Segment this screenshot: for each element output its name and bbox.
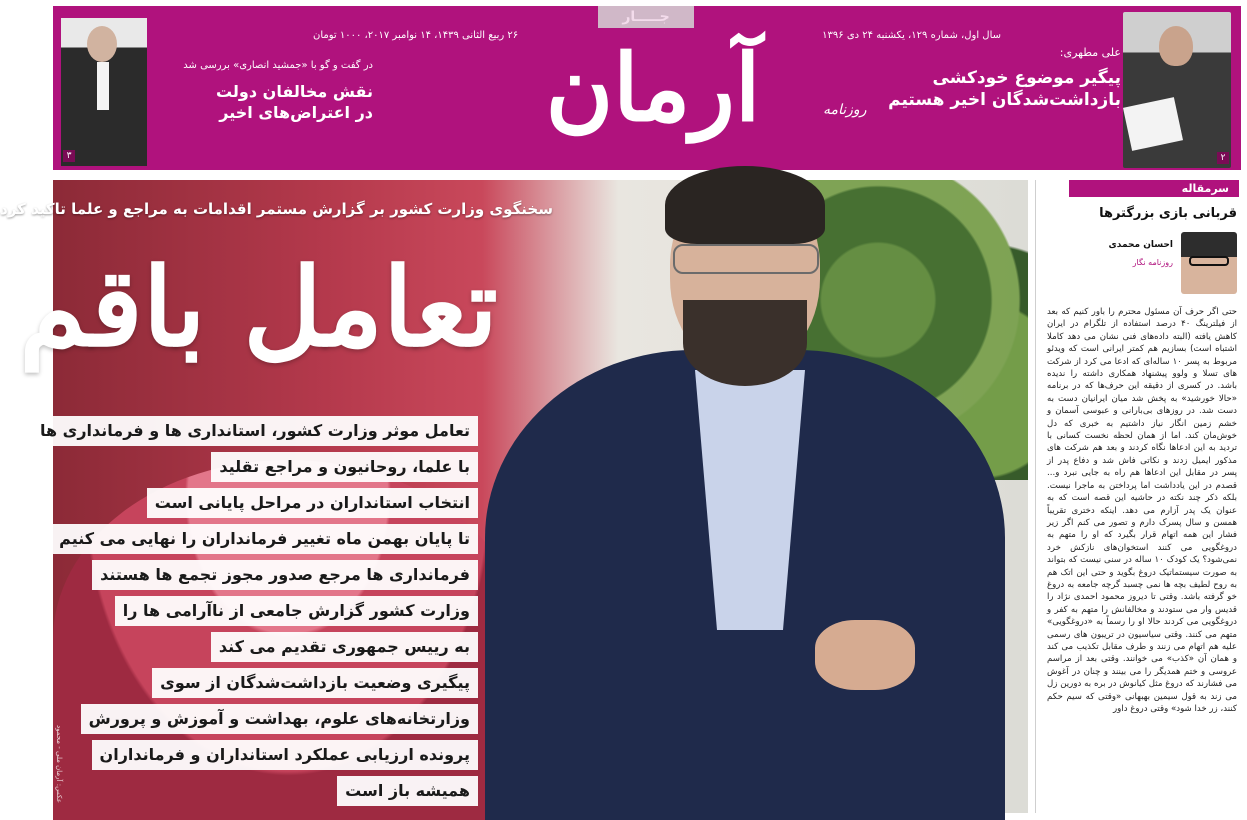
- teaser-left-intro: در گفت و گو با «جمشید انصاری» بررسی شد: [183, 60, 373, 71]
- teaser-right-photo[interactable]: [1123, 12, 1231, 168]
- lead-bullet: تعامل موثر وزارت کشور، استانداری ها و فرمانداری ها: [32, 416, 478, 446]
- editorial-title[interactable]: قربانی بازی بزرگترها: [1099, 206, 1237, 221]
- teaser-left-headline-1: نقش مخالفان دولت: [215, 82, 373, 101]
- shirt-shape: [97, 62, 109, 110]
- editorial-label: سرمقاله: [1069, 180, 1239, 197]
- face-shape: [1159, 26, 1193, 66]
- lead-bullet: وزارت کشور گزارش جامعی از ناآرامی ها را: [115, 596, 478, 626]
- lead-bullet: انتخاب استانداران در مراحل پایانی است: [147, 488, 478, 518]
- watermark: جـــــار: [598, 6, 694, 28]
- teaser-right-headline-1: پیگیر موضوع خودکشی: [932, 68, 1121, 88]
- masthead: [53, 6, 1241, 170]
- lead-bullet: به رییس جمهوری تقدیم می کند: [211, 632, 478, 662]
- lead-bullet: وزارتخانه‌های علوم، بهداشت و آموزش و پرورش: [81, 704, 478, 734]
- lead-bullet: پیگیری وضعیت بازداشت‌شدگان از سوی: [152, 668, 478, 698]
- editorial-body: حتی اگر حرف آن مسئول محترم را باور کنیم که بعد از فیلترینگ ۴۰ درصد استفاده از تلگرام در ایران کاهش یافته (البته داده‌های فنی نشان می دهد کاملا اشتباه است) بسازیم هم کمتر ایرانی است که ویدئو مربوط به پسر ۱۰ ساله‌ای که ادعا می کرد از شرکت های تسلا و ولوو پیشنهاد همکاری داشته را ندیده باشد. در کسری از دقیقه این حرف‌ها که در برنامه «حالا خورشید» به پخش شد میان ایرانیان دست به دست شد. در روزهای بی‌بارانی و عبوسی آسمان و خشم زمین انگار نیاز داشتیم به خبری که دل خوش‌مان کند. اما از همان لحظه نخست کسانی با تردید به این ادعاها نگاه کردند و بعد هم شرکت های مذکور ایمیل زدند و نکاتی فاش شد و دفاع پدر از پسر در مقابل این ادعاها هم راه به جایی نبرد و... قصدم در این یادداشت اما پرداختن به ماجرا نیست. بلکه ذکر چند نکته در حاشیه این قصه است که به عنوان یک پدر آزارم می دهد. اینکه دختری تقریباً همسن و سال پسرک دارم و تصور می کنم اگر زیر فشار این همه اتهام قرار بگیرد که او را متهم به دروغگویی می کنند استخوان‌های نازکش خرد نمی‌شود؟ یک کودک ۱۰ ساله در سنی نیست که بتواند به صورت سیستماتیک دروغ بگوید و حتی این اتک هم به روح لطیف بچه ها نمی چسبد گرچه جامعه به دروغ خو گرفته باشد. وقتی تا دیروز محمود احمدی نژاد را قدیس وار می ستودند و مخالفانش را متهم به کفر و دروغگویی می کردند حالا او را رسماً به «دروغگویی» متهم می کنند. وقتی سیاسیون در تریبون های رسمی علیه هم اتهام می زنند و طرف مقابل تکذیب می کند و همان آن «کذب» می خوانند. وقتی بعد از مراسم عروسی و ختم همدیگر را می بینند و چنان در آغوش می فشارند که دروغ مثل کیانوش در بره به دورین زل می زند به قول سیمین بهبهانی «وقتی که سیم حکم کنند، زر خدا شود» وقتی دروغ داور: [1047, 307, 1237, 714]
- lead-bullet: فرمانداری ها مرجع صدور مجوز تجمع ها هستند: [92, 560, 478, 590]
- lead-kicker: سخنگوی وزارت کشور بر گزارش مستمر اقدامات به مراجع و علما تاکید کرد: [0, 200, 553, 218]
- editorial-column: [1035, 180, 1243, 813]
- teaser-left-headline-2: در اعتراض‌های اخیر: [219, 103, 373, 122]
- lead-bullet: همیشه باز است: [337, 776, 478, 806]
- issue-info: سال اول، شماره ۱۲۹، یکشنبه ۲۴ دی ۱۳۹۶: [822, 30, 1001, 41]
- teaser-right-headline-2: بازداشت‌شدگان اخیر هستیم: [888, 90, 1121, 110]
- newspaper-logo[interactable]: آرمان: [545, 34, 761, 142]
- lead-bullet: پرونده ارزیابی عملکرد استانداران و فرمانداران: [92, 740, 478, 770]
- author-box: [1047, 232, 1237, 296]
- face-shape: [87, 26, 117, 62]
- author-name: احسان محمدی: [1108, 240, 1173, 250]
- lead-headline[interactable]: تعامل باقم: [19, 245, 498, 371]
- date-price-info: ۲۶ ربیع الثانی ۱۴۳۹، ۱۴ نوامبر ۲۰۱۷، ۱۰۰۰ تومان: [313, 30, 519, 41]
- hair-shape: [665, 166, 825, 244]
- author-role: روزنامه نگار: [1132, 258, 1173, 267]
- glasses-shape: [1189, 256, 1229, 266]
- page-number-badge: ۲: [1217, 152, 1229, 164]
- glasses-shape: [673, 244, 819, 274]
- beard-shape: [683, 300, 807, 386]
- lead-bullet: با علما، روحانیون و مراجع تقلید: [211, 452, 478, 482]
- lead-story[interactable]: [0, 180, 1028, 813]
- teaser-right-source: علی مطهری:: [1059, 46, 1121, 59]
- logo-subtitle: روزنامه: [823, 102, 867, 118]
- paper-shape: [1123, 97, 1183, 151]
- photo-credit: عکس: آرمان ملی - محمود نوری: [47, 724, 63, 803]
- lead-photo-person: [485, 180, 985, 813]
- lead-bullet: تا پایان بهمن ماه تغییر فرمانداران را نهایی می کنیم: [51, 524, 478, 554]
- teaser-left[interactable]: [153, 60, 373, 123]
- page-number-badge: ۳: [63, 150, 75, 162]
- author-avatar: [1181, 232, 1237, 294]
- hand-shape: [815, 620, 915, 690]
- teaser-left-photo[interactable]: [61, 18, 147, 166]
- teaser-right[interactable]: [881, 46, 1121, 111]
